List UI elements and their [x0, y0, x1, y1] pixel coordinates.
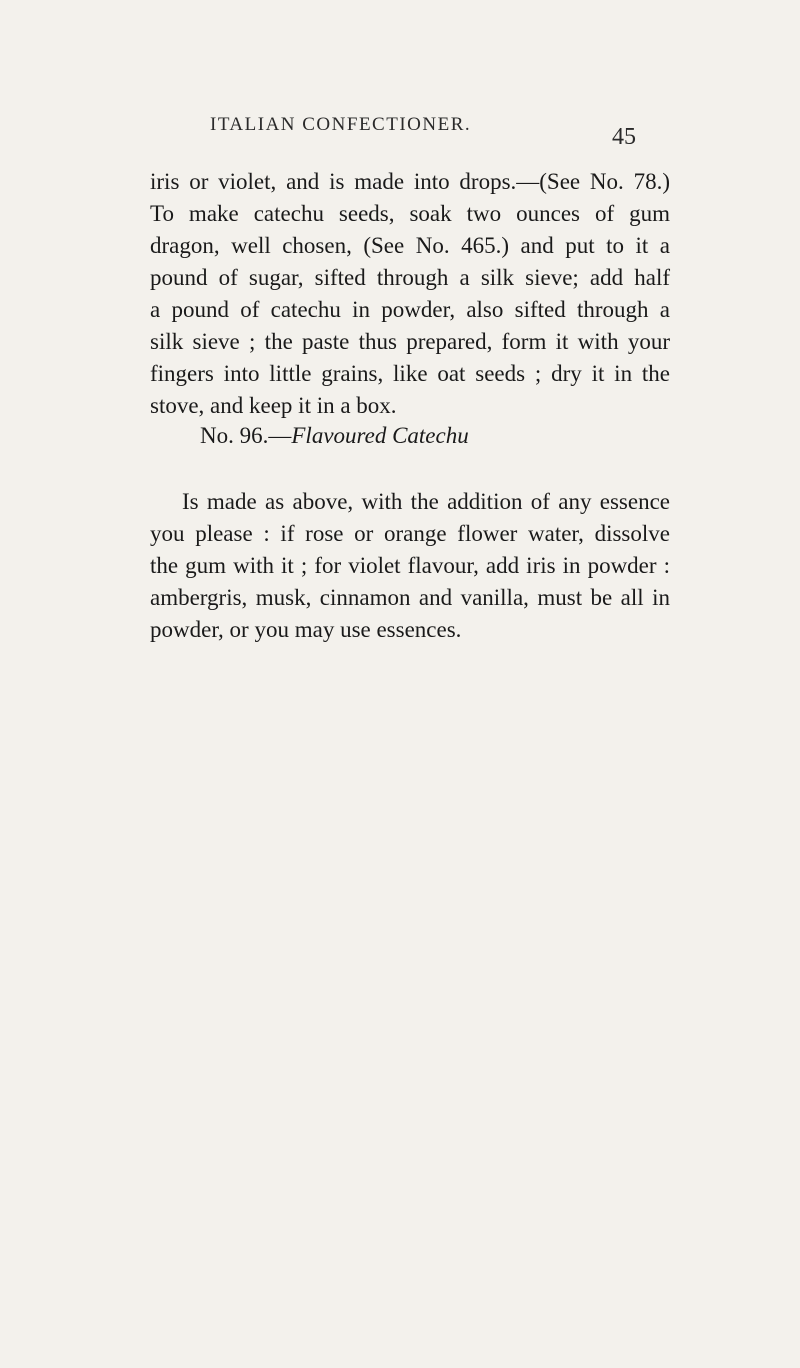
text-line: fingers into little grains, like oat seeds ; dry it in the: [150, 361, 670, 386]
text-line: iris or violet, and is made into drops.—(See No. 78.): [150, 169, 670, 194]
recipe-number: No. 96.—: [200, 423, 292, 448]
page-number: 45: [612, 124, 636, 150]
text-line: a pound of catechu in powder, also sifted through a: [150, 297, 670, 322]
paragraph-flavoured-catechu: [150, 486, 670, 646]
text-line: To make catechu seeds, soak two ounces of gum: [150, 201, 670, 226]
text-line: silk sieve ; the paste thus prepared, form it with your: [150, 329, 670, 354]
text-line: stove, and keep it in a box.: [150, 393, 397, 418]
text-line: ambergris, musk, cinnamon and vanilla, must be all in: [150, 585, 670, 610]
text-line: Is made as above, with the addition of any essence: [182, 489, 670, 514]
text-line: dragon, well chosen, (See No. 465.) and put to it a: [150, 233, 670, 258]
text-line: the gum with it ; for violet flavour, add iris in powder :: [150, 553, 670, 578]
text-line: pound of sugar, sifted through a silk sieve; add half: [150, 265, 670, 290]
paragraph-catechu-seeds: [150, 166, 670, 422]
text-line: you please : if rose or orange flower water, dissolve: [150, 521, 670, 546]
running-head: ITALIAN CONFECTIONER.: [210, 114, 472, 135]
text-line: powder, or you may use essences.: [150, 617, 462, 642]
recipe-title: Flavoured Catechu: [291, 423, 469, 448]
recipe-heading: [200, 423, 469, 449]
